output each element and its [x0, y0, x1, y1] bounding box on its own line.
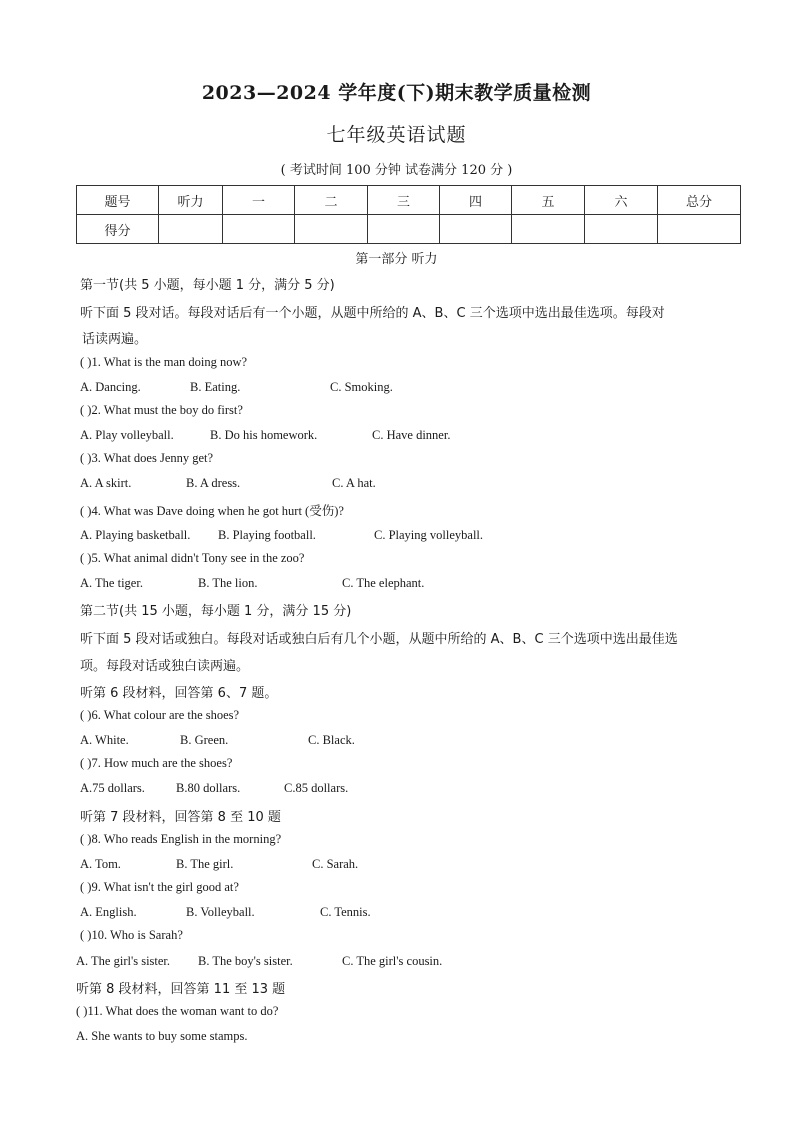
question-6-option-a: A. White.: [80, 733, 129, 747]
question-2-option-a: A. Play volleyball.: [80, 428, 174, 442]
question-6-option-c: C. Black.: [308, 733, 355, 747]
score-table-score-row: [77, 215, 741, 244]
section1-instructions-cont: 话读两遍。: [82, 332, 148, 347]
score-table-header-cell: 五: [512, 186, 585, 215]
score-label-cell: 得分: [77, 215, 159, 244]
score-table-header-cell: 一: [223, 186, 295, 215]
question-4-option-c: C. Playing volleyball.: [374, 528, 484, 542]
question-4-option-a: A. Playing basketball.: [80, 528, 191, 542]
section1-heading: 第一节(共 5 小题，每小题 1 分，满分 5 分): [80, 278, 335, 293]
question-7-stem: ( )7. How much are the shoes?: [80, 756, 233, 770]
material-6-heading: 听第 6 段材料，回答第 6、7 题。: [80, 686, 278, 701]
material-8-heading: 听第 8 段材料，回答第 11 至 13 题: [76, 982, 286, 997]
question-10-option-c: C. The girl's cousin.: [342, 954, 443, 968]
question-7-option-b: B.80 dollars.: [176, 781, 241, 795]
section1-instructions: 听下面 5 段对话。每段对话后有一个小题，从题中所给的 A、B、C 三个选项中选出最佳选项。每段对: [80, 306, 665, 321]
score-table-header-cell: 六: [585, 186, 658, 215]
question-5-option-a: A. The tiger.: [80, 576, 143, 590]
question-3-option-b: B. A dress.: [186, 476, 241, 490]
question-1-option-b: B. Eating.: [190, 380, 241, 394]
score-table-header-row: [77, 186, 741, 215]
question-9-option-b: B. Volleyball.: [186, 905, 255, 919]
question-4-option-b: B. Playing football.: [218, 528, 316, 542]
question-7-option-a: A.75 dollars.: [80, 781, 145, 795]
question-1-option-a: A. Dancing.: [80, 380, 141, 394]
score-table-header-cell: 三: [368, 186, 440, 215]
question-2-option-b: B. Do his homework.: [210, 428, 318, 442]
section2-heading: 第二节(共 15 小题，每小题 1 分，满分 15 分): [80, 604, 352, 619]
question-2-stem: ( )2. What must the boy do first?: [80, 403, 243, 417]
question-8-option-c: C. Sarah.: [312, 857, 359, 871]
question-10-option-b: B. The boy's sister.: [198, 954, 293, 968]
score-table-header-cell: 题号: [77, 186, 159, 215]
score-table: [76, 185, 741, 244]
question-9-option-a: A. English.: [80, 905, 137, 919]
score-entry-cell[interactable]: [585, 215, 658, 244]
question-3-stem: ( )3. What does Jenny get?: [80, 451, 214, 465]
question-3-option-c: C. A hat.: [332, 476, 376, 490]
question-1-option-c: C. Smoking.: [330, 380, 393, 394]
material-7-heading: 听第 7 段材料，回答第 8 至 10 题: [80, 810, 281, 825]
score-entry-cell[interactable]: [440, 215, 512, 244]
question-8-stem: ( )8. Who reads English in the morning?: [80, 832, 282, 846]
section2-instructions-cont: 项。每段对话或独白读两遍。: [80, 659, 250, 674]
question-9-option-c: C. Tennis.: [320, 905, 371, 919]
question-8-option-b: B. The girl.: [176, 857, 234, 871]
exam-info: ( 考试时间 100 分钟 试卷满分 120 分 ): [280, 163, 513, 178]
score-table-header-cell: 四: [440, 186, 512, 215]
question-5-stem: ( )5. What animal didn't Tony see in the zoo?: [80, 551, 305, 565]
score-entry-cell[interactable]: [368, 215, 440, 244]
score-entry-cell[interactable]: [223, 215, 295, 244]
score-entry-cell[interactable]: [512, 215, 585, 244]
question-11-stem: ( )11. What does the woman want to do?: [76, 1004, 279, 1018]
question-10-option-a: A. The girl's sister.: [76, 954, 171, 968]
question-5-option-c: C. The elephant.: [342, 576, 425, 590]
question-4-stem: ( )4. What was Dave doing when he got hurt (受伤)?: [80, 504, 344, 518]
question-11-option-a: A. She wants to buy some stamps.: [76, 1029, 248, 1043]
question-7-option-c: C.85 dollars.: [284, 781, 349, 795]
exam-subject-title: 七年级英语试题: [326, 124, 467, 146]
part1-title: 第一部分 听力: [355, 252, 438, 267]
score-table-header-cell: 总分: [658, 186, 741, 215]
question-8-option-a: A. Tom.: [80, 857, 121, 871]
question-1-stem: ( )1. What is the man doing now?: [80, 355, 248, 369]
score-table-header-cell: 听力: [159, 186, 223, 215]
section2-instructions: 听下面 5 段对话或独白。每段对话或独白后有几个小题，从题中所给的 A、B、C 三个选项中选出最佳选: [80, 632, 678, 647]
score-entry-cell[interactable]: [159, 215, 223, 244]
exam-title: 2023—2024 学年度(下)期末教学质量检测: [201, 82, 592, 104]
question-2-option-c: C. Have dinner.: [372, 428, 451, 442]
question-6-option-b: B. Green.: [180, 733, 229, 747]
question-6-stem: ( )6. What colour are the shoes?: [80, 708, 240, 722]
question-5-option-b: B. The lion.: [198, 576, 258, 590]
score-entry-cell[interactable]: [295, 215, 368, 244]
question-9-stem: ( )9. What isn't the girl good at?: [80, 880, 239, 894]
question-3-option-a: A. A skirt.: [80, 476, 132, 490]
score-table-header-cell: 二: [295, 186, 368, 215]
score-entry-cell[interactable]: [658, 215, 741, 244]
question-10-stem: ( )10. Who is Sarah?: [80, 928, 183, 942]
